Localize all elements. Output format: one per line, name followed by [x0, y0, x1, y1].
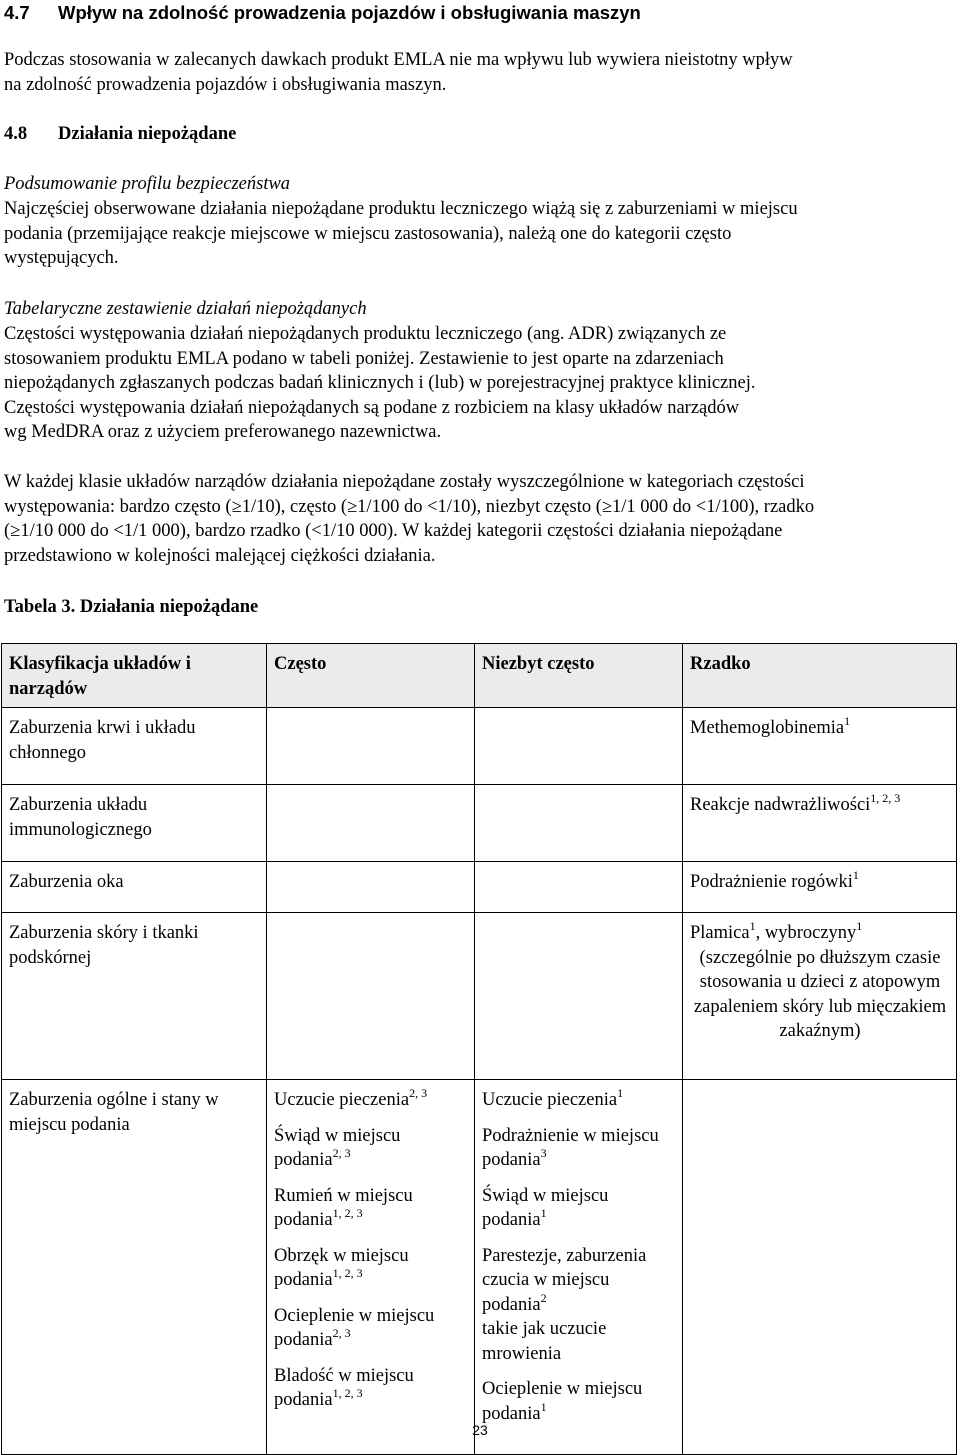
cell-soc: [2, 708, 267, 785]
cell-soc: [2, 1080, 267, 1455]
reaction-text: Bladość w miejscu podania: [274, 1365, 414, 1410]
cell-rzadko: [683, 785, 957, 862]
cell-niezbyt: [475, 862, 683, 913]
footnote-ref: 1: [749, 919, 756, 933]
cell-rzadko: [683, 913, 957, 1080]
reaction-text: Świąd w miejscu podania: [482, 1185, 609, 1230]
adverse-reaction: [274, 1088, 468, 1113]
soc-label: Zaburzenia układu immunologicznego: [9, 795, 152, 840]
reaction-note: takie jak uczucie mrowienia: [482, 1319, 607, 1364]
paragraph-line: Podczas stosowania w zalecanych dawkach produkt EMLA nie ma wpływu lub wywiera nieistotny wpływ: [4, 50, 793, 70]
paragraph-line: Częstości występowania działań niepożądanych produktu leczniczego (ang. ADR) związanych ze: [4, 324, 727, 344]
reaction-text: Podrażnienie w miejscu podania: [482, 1125, 659, 1170]
paragraph-line: wg MedDRA oraz z użyciem preferowanego nazewnictwa.: [4, 422, 442, 442]
reaction-text: Rumień w miejscu podania: [274, 1185, 413, 1230]
soc-label: Zaburzenia skóry i tkanki podskórnej: [9, 923, 199, 968]
adverse-reaction: [690, 716, 950, 741]
paragraph-line: (≥1/10 000 do <1/1 000), bardzo rzadko (<1/10 000). W każdej kategorii częstości działania niepożądane: [4, 521, 783, 541]
header-niezbyt-czesto: Niezbyt często: [475, 644, 683, 708]
adverse-reaction: [690, 870, 950, 895]
cell-soc: [2, 913, 267, 1080]
footnote-ref: 2, 3: [409, 1086, 428, 1100]
footnote-ref: 3: [540, 1146, 547, 1160]
header-soc: Klasyfikacja układów i narządów: [2, 644, 267, 708]
cell-niezbyt: [475, 785, 683, 862]
footnote-ref: 2: [540, 1290, 547, 1305]
footnote-ref: 2, 3: [332, 1326, 351, 1340]
paragraph-line: stosowaniem produktu EMLA podano w tabeli poniżej. Zestawienie to jest oparte na zdarzeniach: [4, 348, 724, 369]
header-rzadko: Rzadko: [683, 644, 957, 708]
footnote-ref: 1, 2, 3: [332, 1206, 363, 1220]
adverse-reaction: [482, 1124, 676, 1173]
adverse-reaction: [482, 1088, 676, 1113]
footnote-ref: 1: [540, 1206, 547, 1220]
adverse-reactions-table: [1, 643, 957, 1455]
footnote-ref: 1: [844, 714, 851, 728]
adverse-reaction: [482, 1184, 676, 1233]
table-row: [2, 913, 957, 1080]
reaction-note: (szczególnie po dłuższym czasie stosowania u dzieci z atopowym zapaleniem skóry lub mięczakiem zakaźnym): [693, 947, 947, 1041]
tabular-paragraph: [4, 322, 944, 445]
section-heading-4-7: [4, 1, 641, 26]
reaction-text: Methemoglobinemia: [690, 718, 845, 738]
section-title: Wpływ na zdolność prowadzenia pojazdów i obsługiwania maszyn: [58, 2, 641, 23]
soc-label: Zaburzenia krwi i układu chłonnego: [9, 718, 196, 763]
footnote-ref: 1: [856, 919, 863, 933]
paragraph-line: występujących.: [4, 248, 119, 268]
paragraph-line: podania (przemijające reakcje miejscowe w miejscu zastosowania), należą one do kategorii często: [4, 223, 732, 244]
paragraph-line: występowania: bardzo często (≥1/10), często (≥1/100 do <1/10), niezbyt często (≥1/1 000 do <1/100), rzadko: [4, 496, 815, 517]
summary-heading: Podsumowanie profilu bezpieczeństwa: [4, 174, 291, 194]
cell-soc: [2, 785, 267, 862]
cell-soc: [2, 862, 267, 913]
paragraph-line: Najczęściej obserwowane działania niepożądane produktu leczniczego wiążą się z zaburzeniami w miejscu: [4, 199, 798, 219]
table-row: [2, 785, 957, 862]
frequency-paragraph: [4, 470, 944, 568]
cell-niezbyt: [475, 913, 683, 1080]
reaction-text: Ocieplenie w miejscu podania: [482, 1379, 643, 1424]
paragraph-line: Częstości występowania działań niepożądanych są podane z rozbiciem na klasy układów narządów: [4, 397, 740, 418]
summary-paragraph: [4, 197, 944, 271]
soc-label: Zaburzenia ogólne i stany w miejscu podania: [9, 1090, 219, 1135]
table-header-row: [2, 644, 957, 708]
cell-czesto: [267, 708, 475, 785]
adverse-reaction: [690, 793, 950, 818]
table-title: Tabela 3. Działania niepożądane: [4, 597, 259, 617]
reaction-text: Podrażnienie rogówki: [690, 872, 853, 892]
reaction-text: Obrzęk w miejscu podania: [274, 1245, 409, 1290]
tabular-heading: Tabelaryczne zestawienie działań niepożądanych: [4, 299, 367, 319]
reaction-text: Świąd w miejscu podania: [274, 1125, 401, 1170]
cell-niezbyt: [475, 1080, 683, 1455]
paragraph-line: przedstawiono w kolejności malejącej ciężkości działania.: [4, 545, 436, 566]
reaction-text: Ocieplenie w miejscu podania: [274, 1305, 435, 1350]
cell-niezbyt: [475, 708, 683, 785]
table-row: [2, 862, 957, 913]
footnote-ref: 2, 3: [332, 1146, 351, 1160]
reaction-text: , wybroczyny: [755, 923, 857, 943]
section-heading-4-8: [4, 122, 236, 147]
table-row: [2, 1080, 957, 1455]
footnote-ref: 1, 2, 3: [332, 1266, 363, 1280]
adverse-reaction: [274, 1304, 468, 1353]
adverse-reaction: [274, 1124, 468, 1173]
footnote-ref: 1: [852, 868, 859, 882]
reaction-text: Uczucie pieczenia: [274, 1090, 410, 1110]
paragraph-line: niepożądanych zgłaszanych podczas badań klinicznych i (lub) w porejestracyjnej praktyce klinicznej.: [4, 373, 756, 393]
page-number: 23: [472, 1422, 488, 1438]
adverse-reaction: [274, 1364, 468, 1413]
footnote-ref: 1: [540, 1399, 547, 1414]
footnote-ref: 1, 2, 3: [870, 791, 901, 805]
cell-rzadko: [683, 862, 957, 913]
adverse-reaction: [274, 1244, 468, 1293]
adverse-reaction: [690, 921, 950, 1044]
paragraph-line: na zdolność prowadzenia pojazdów i obsługiwania maszyn.: [4, 74, 447, 95]
soc-label: Zaburzenia oka: [9, 872, 124, 892]
cell-czesto: [267, 913, 475, 1080]
table-row: [2, 708, 957, 785]
cell-czesto: [267, 862, 475, 913]
adverse-reaction: [274, 1184, 468, 1233]
cell-czesto: [267, 785, 475, 862]
section-title: Działania niepożądane: [58, 124, 237, 144]
cell-rzadko: [683, 1080, 957, 1455]
footnote-ref: 1: [617, 1086, 624, 1100]
section-4-7-paragraph: [4, 48, 944, 97]
section-number: 4.8: [4, 124, 28, 144]
cell-rzadko: [683, 708, 957, 785]
reaction-text: Reakcje nadwrażliwości: [690, 795, 871, 815]
reaction-text: Plamica: [690, 923, 750, 943]
reaction-text: Uczucie pieczenia: [482, 1090, 618, 1110]
adverse-reaction: [482, 1244, 676, 1367]
table-body: [2, 708, 957, 1455]
section-number: 4.7: [4, 2, 30, 23]
reaction-text: Parestezje, zaburzenia czucia w miejscu podania: [482, 1245, 647, 1315]
cell-czesto: [267, 1080, 475, 1455]
footnote-ref: 1, 2, 3: [332, 1386, 363, 1400]
paragraph-line: W każdej klasie układów narządów działania niepożądane zostały wyszczególnione w kategoriach częstości: [4, 472, 805, 492]
header-czesto: Często: [267, 644, 475, 708]
